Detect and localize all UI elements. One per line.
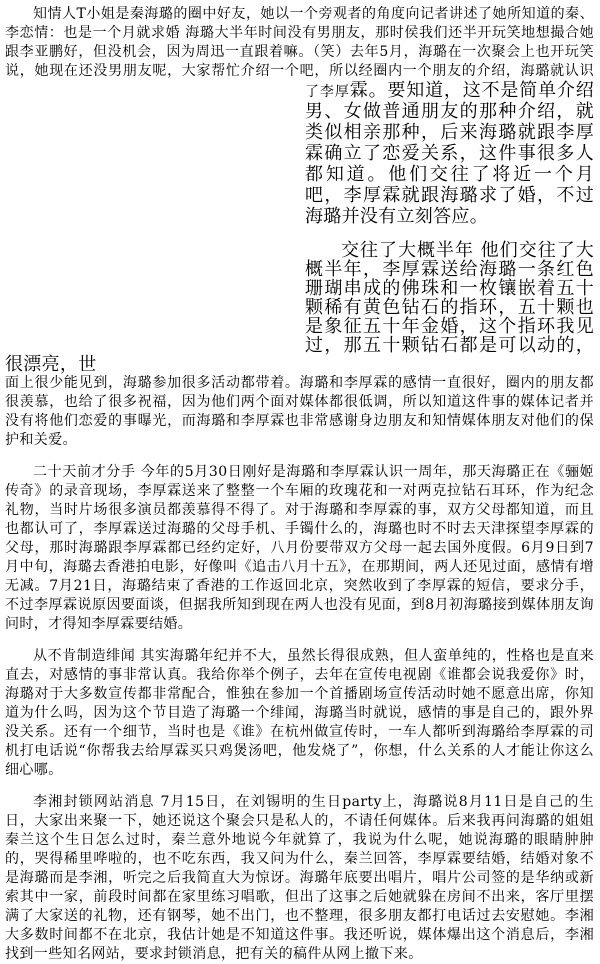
paragraph-1 — [5, 5, 594, 228]
paragraph-2-rest-text: 面上很少能见到，海璐参加很多活动都带着。海璐和李厚霖的感情一直很好，圈内的朋友都很羡慕，也给了很多祝福，因为他们两个面对媒体都很低调，所以知道这件事的媒体记者并没有将他们恋爱的事曝光，而海璐和李厚霖也非常感谢身边朋友和知情媒体朋友对他们的保护和关爱。 — [5, 375, 594, 448]
paragraph-2-wrapped-text: 交往了大概半年 他们交往了大概半年，李厚霖送给海璐一条红色珊瑚串成的佛珠和一枚镶嵌着五十颗稀有黄色钻石的指环，五十颗也是象征五十年金婚，这个指环我见过，那五十颗钻石都是可以动的，很漂亮，世 — [5, 240, 594, 375]
paragraph-4: 从不肯制造绯闻 其实海璐年纪并不大，虽然长得很成熟，但人蛮单纯的，性格也是直来直去，对感情的事非常认真。我给你举个例子，去年在宣传电视剧《谁都会说我爱你》时，海璐对于大多数宣传都非常配合，惟独在参加一个首播剧场宣传活动时她不愿意出席，你知道为什么吗，因为这个节目造了海璐一个绯闻，海璐当时就说，感情的事是自己的，跟外界没关系。还有一个细节，当时也是《谁》在杭州做宣传时，一车人都听到海璐给李厚霖的司机打电话说“你帮我去给厚霖买只鸡煲汤吧，他发烧了”，你想，什么关系的人才能让你这么细心哪。 — [5, 648, 594, 778]
missing-image-placeholder — [5, 81, 297, 341]
paragraph-5: 李湘封锁网站消息 7月15日，在刘锡明的生日party上，海璐说8月11日是自己的生日，大家出来聚一下，她还说这个聚会只是私人的，不请任何媒体。后来我再问海璐的姐姐秦兰这个生日怎么过时，秦兰意外地说今年就算了，我说为什么呢，她说海璐的眼睛肿肿的，哭得稀里哗啦的，也不吃东西，我又问为什么，秦兰回答，李厚霖要结婚，结婚对象不是海璐而是李湘，听完之后我简直大为惊讶。海璐年底要出唱片，唱片公司签的是华纳或新索其中一家，前段时间都在家里练习唱歌，但出了这事之后她就躲在房间不出来，客厅里摆满了大家送的礼物，还有钢琴，她不出门，也不整理，很多朋友都打电话过去安慰她。李湘大多数时间都不在北京，我估计她是不知道这件事。我还听说，媒体爆出这个消息后，李湘找到一些知名网站，要求封锁消息，把有关的稿件从网上撤下来。 — [5, 794, 594, 962]
paragraph-3: 二十天前才分手 今年的5月30日刚好是海璐和李厚霖认识一周年，那天海璐正在《骊姬传奇》的录音现场，李厚霖送来了整整一个车厢的玫瑰花和一对两克拉钻石耳环，作为纪念礼物，当时片场很多演员都羡慕得不得了。对于海璐和李厚霖的事，双方父母都知道，而且也都认可了，李厚霖送过海璐的父母手机、手镯什么的，海璐也时不时去天津探望李厚霖的父母，那时海璐跟李厚霖都已经约定好，八月份要带双方父母一起去国外度假。6月9日到7月中旬，海璐去香港拍电影，好像叫《追击八月十五》，在那期间，两人还见过面，感情有增无减。7月21日，海璐结束了香港的工作返回北京，突然收到了李厚霖的短信，要求分手，不过李厚霖说原因要面谈，但据我所知到现在两人也没有见面，到8月初海璐接到媒体朋友询问时，才得知李厚霖要结婚。 — [5, 464, 594, 632]
paragraph-1-wrapped-text: 霖。要知道，这不是简单介绍男、女做普通朋友的那种介绍，就类似相亲那种，后来海璐就跟李厚霖确立了恋爱关系，这件事很多人都知道。他们交往了将近一个月吧，李厚霖就跟海璐求了婚，不过海璐并没有立刻答应。 — [305, 80, 594, 227]
paragraph-1-lead-text: 知情人T小姐是秦海璐的圈中好友，她以一个旁观者的角度向记者讲述了她所知道的秦、李恋情：也是一个月就求婚 海璐大半年时间没有男朋友，那时侯我们还半开玩笑地想撮合她跟李亚鹏好，但没机会，因为周迅一直跟着嘛。（笑）去年5月，海璐在一次聚会上也开玩笑说，她现在还没男朋友呢，大家帮忙介绍一个吧，所以经圈内一个朋友的介绍，海璐就认识了李厚 — [5, 6, 594, 100]
